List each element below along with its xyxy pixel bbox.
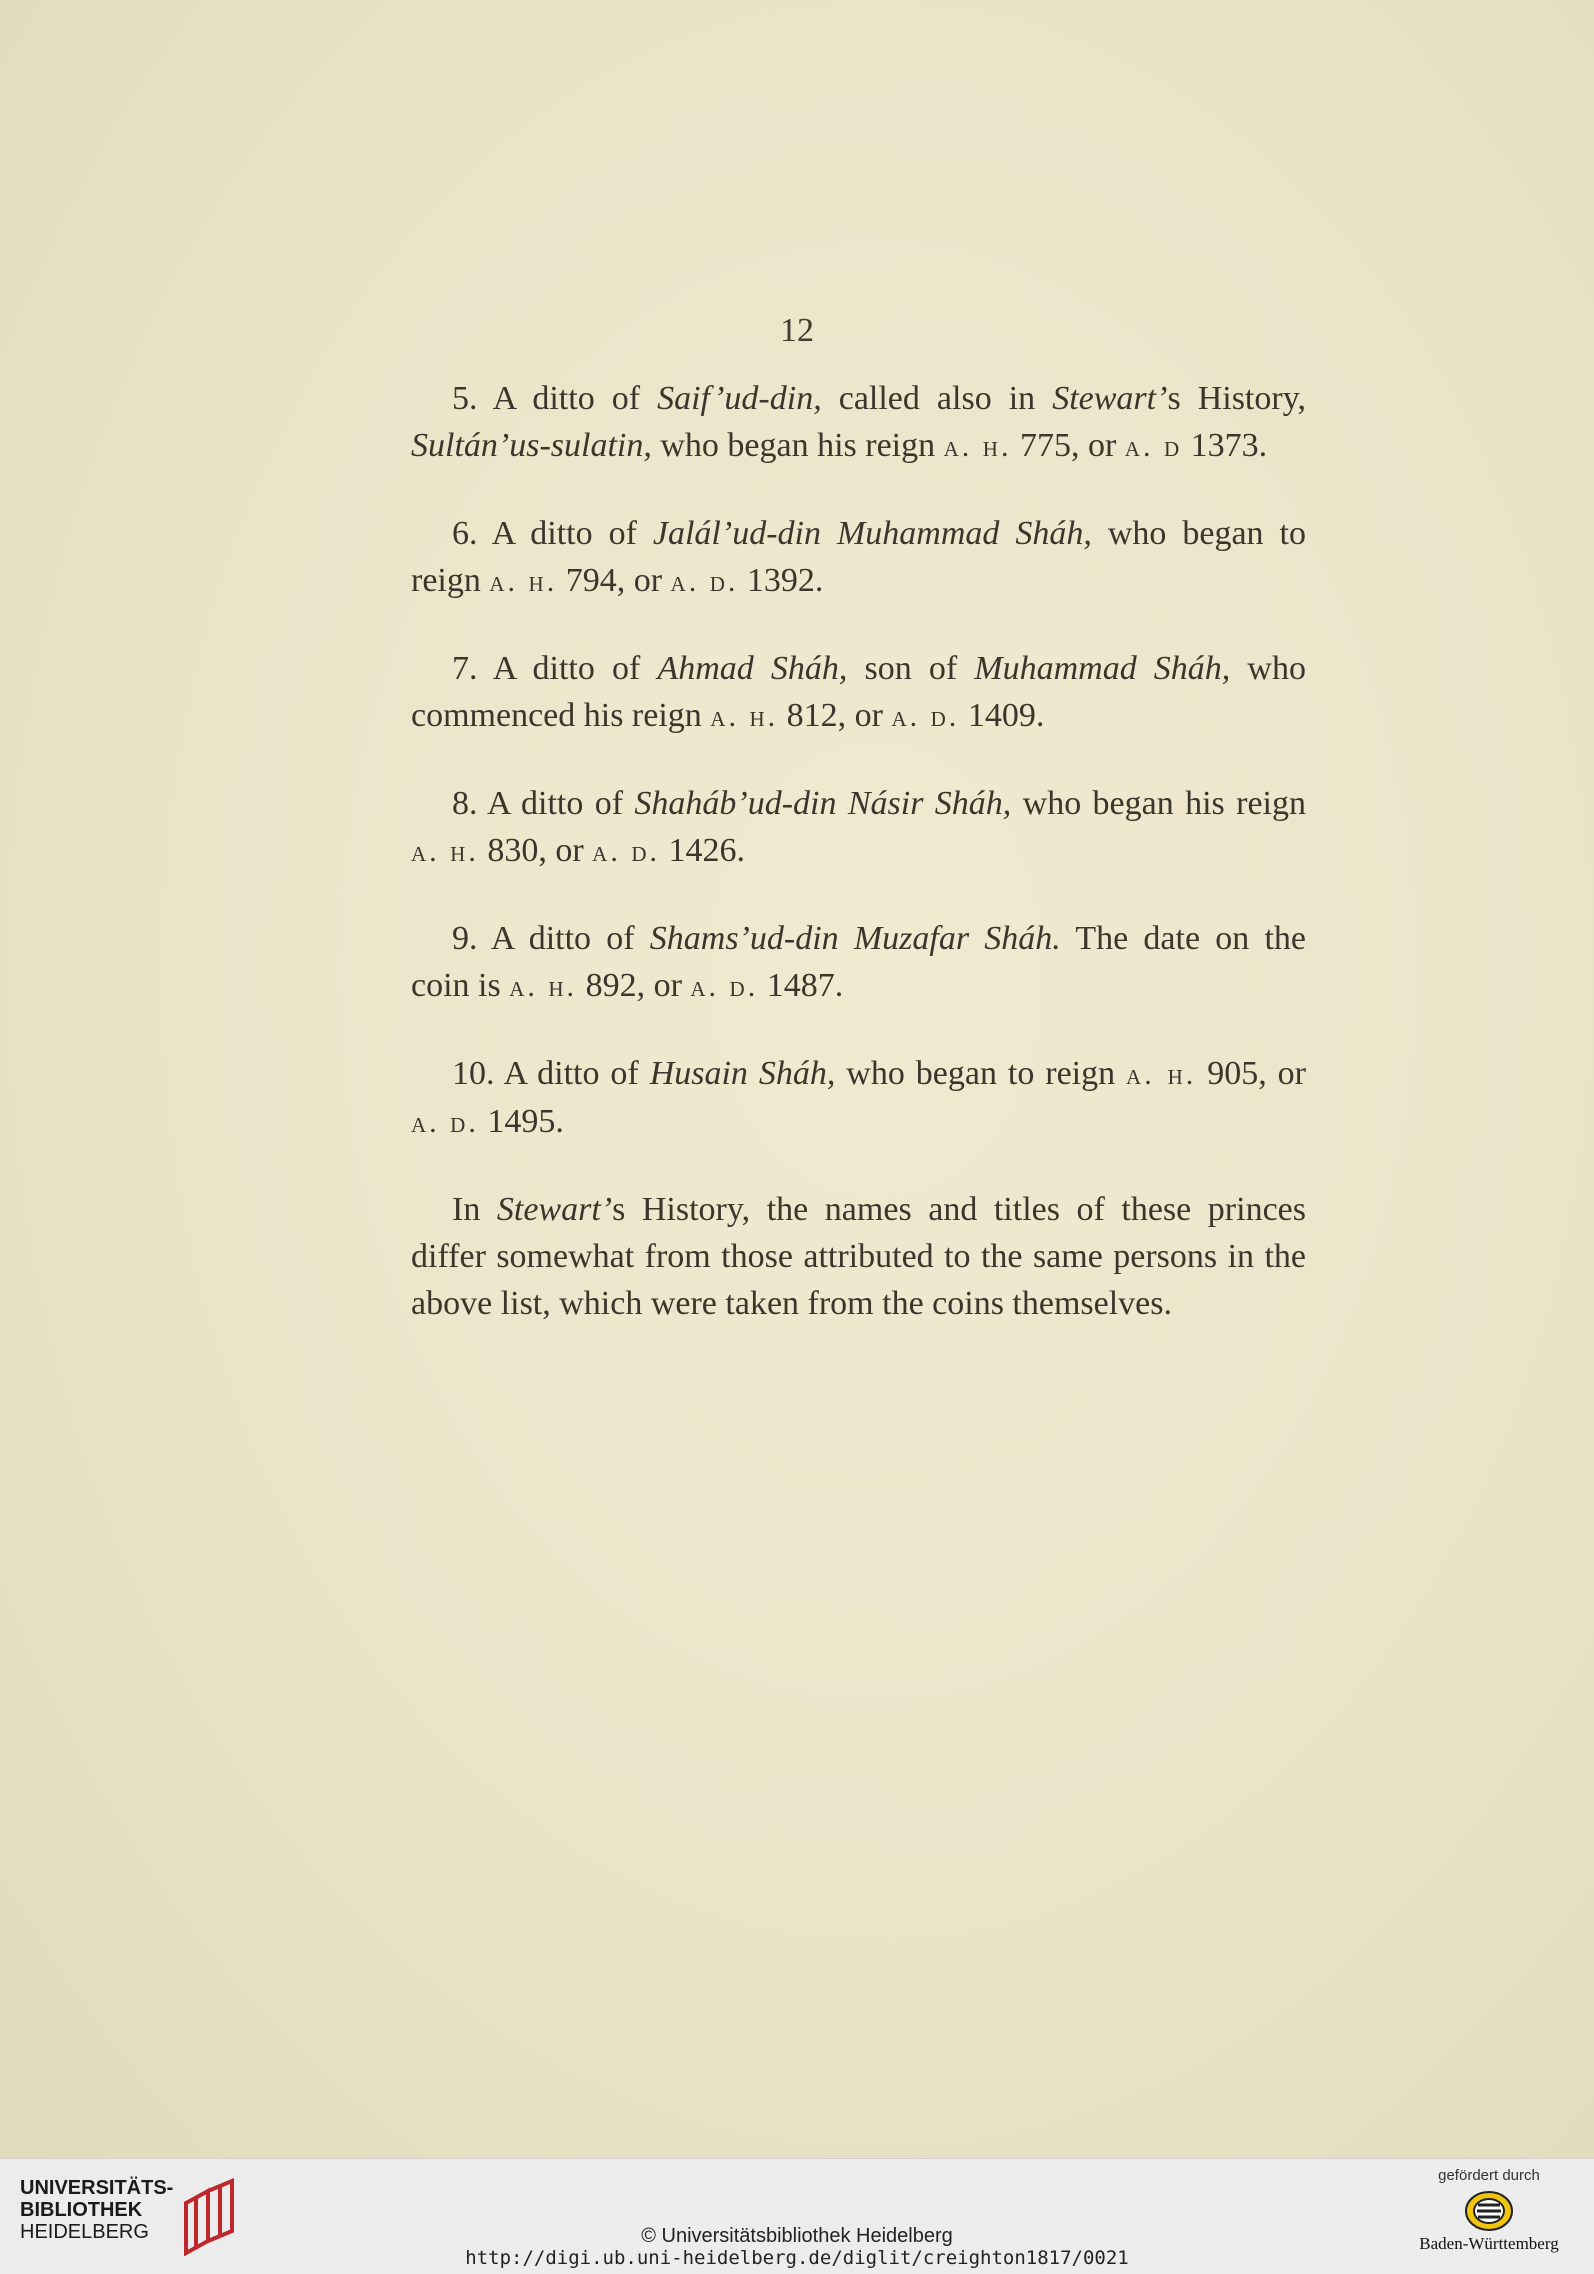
paragraph-4 — [411, 780, 1306, 875]
italic-run: Saif’ud-din, — [657, 380, 822, 417]
text-run: who commenced his reign — [411, 650, 1306, 734]
italic-run: Shaháb’ud-din Násir Sháh, — [634, 785, 1012, 822]
text-run: 1426. — [660, 832, 746, 869]
text-run: 7. A ditto of — [452, 650, 658, 687]
text-run: 794, or — [557, 562, 671, 599]
text-run: who began his reign — [1011, 785, 1306, 822]
text-run: 905, or — [1196, 1055, 1306, 1092]
paragraph-2 — [411, 510, 1306, 605]
era-abbreviation: a. d. — [670, 565, 739, 598]
text-run: 892, or — [577, 967, 691, 1004]
italic-run: Husain Sháh, — [649, 1055, 836, 1092]
text-run: In — [452, 1191, 497, 1228]
text-run: who began to reign — [835, 1055, 1127, 1092]
era-abbreviation: a. h. — [943, 430, 1012, 463]
text-run: 5. A ditto of — [452, 380, 658, 417]
text-run: The date on the coin is — [411, 920, 1306, 1004]
funder-name: Baden-Württemberg — [1419, 2234, 1559, 2253]
library-name-line3: HEIDELBERG — [20, 2221, 149, 2243]
era-abbreviation: a. h. — [710, 700, 779, 733]
text-run: 6. A ditto of — [452, 515, 653, 552]
text-run: 9. A ditto of — [452, 920, 650, 957]
text-body — [411, 375, 1306, 1367]
text-run: who began his reign — [651, 427, 944, 464]
era-abbreviation: a. h. — [1126, 1058, 1197, 1091]
era-abbreviation: a. d. — [411, 1106, 479, 1139]
footer-bar — [0, 2158, 1594, 2274]
text-run: 812, or — [778, 697, 892, 734]
library-name-line2: BIBLIOTHEK — [20, 2199, 143, 2221]
italic-run: Muhammad Sháh, — [974, 650, 1231, 687]
text-run: called also in — [821, 380, 1053, 417]
copyright-notice: © Universitätsbibliothek Heidelberg — [641, 2225, 953, 2247]
era-abbreviation: a. d — [1124, 430, 1183, 463]
paragraph-7 — [411, 1186, 1306, 1327]
era-abbreviation: a. h. — [411, 835, 479, 868]
page-number: 12 — [780, 312, 814, 349]
library-name-line1: UNIVERSITÄTS- — [20, 2177, 174, 2199]
text-run: 1409. — [959, 697, 1045, 734]
era-abbreviation: a. d. — [891, 700, 960, 733]
text-run: son of — [847, 650, 975, 687]
text-run: 1495. — [478, 1103, 564, 1140]
italic-run: Stewart’ — [1052, 380, 1168, 417]
text-run: 1487. — [758, 967, 844, 1004]
text-run: who began to reign — [411, 515, 1306, 599]
text-run: 830, or — [478, 832, 593, 869]
era-abbreviation: a. d. — [690, 970, 759, 1003]
funder-block[interactable] — [1404, 2167, 1574, 2254]
italic-run: Sultán’us-sulatin, — [411, 427, 652, 464]
text-run: s History, — [1167, 380, 1306, 417]
era-abbreviation: a. d. — [592, 835, 661, 868]
paragraph-1 — [411, 375, 1306, 470]
text-run: 775, or — [1011, 427, 1125, 464]
text-run: 1373. — [1182, 427, 1268, 464]
paragraph-6 — [411, 1050, 1306, 1146]
baden-wuerttemberg-crest-icon — [1464, 2190, 1514, 2232]
italic-run: Jalál’ud-din Muhammad Sháh, — [652, 515, 1092, 552]
text-run: s History, the names and titles of these princes differ somewhat from those attributed to the same persons in the above list, which were taken from the coins themselves. — [411, 1191, 1306, 1322]
text-run: 1392. — [738, 562, 824, 599]
text-run: 10. A ditto of — [452, 1055, 650, 1092]
italic-run: Shams’ud-din Muzafar Sháh. — [649, 920, 1061, 957]
paragraph-5 — [411, 915, 1306, 1010]
era-abbreviation: a. h. — [489, 565, 558, 598]
era-abbreviation: a. h. — [509, 970, 578, 1003]
permalink[interactable]: http://digi.ub.uni-heidelberg.de/diglit/creighton1817/0021 — [465, 2247, 1129, 2269]
paragraph-3 — [411, 645, 1306, 740]
funder-label: gefördert durch — [1438, 2167, 1540, 2184]
text-run: 8. A ditto of — [452, 785, 635, 822]
italic-run: Stewart’ — [496, 1191, 613, 1228]
italic-run: Ahmad Sháh, — [657, 650, 848, 687]
